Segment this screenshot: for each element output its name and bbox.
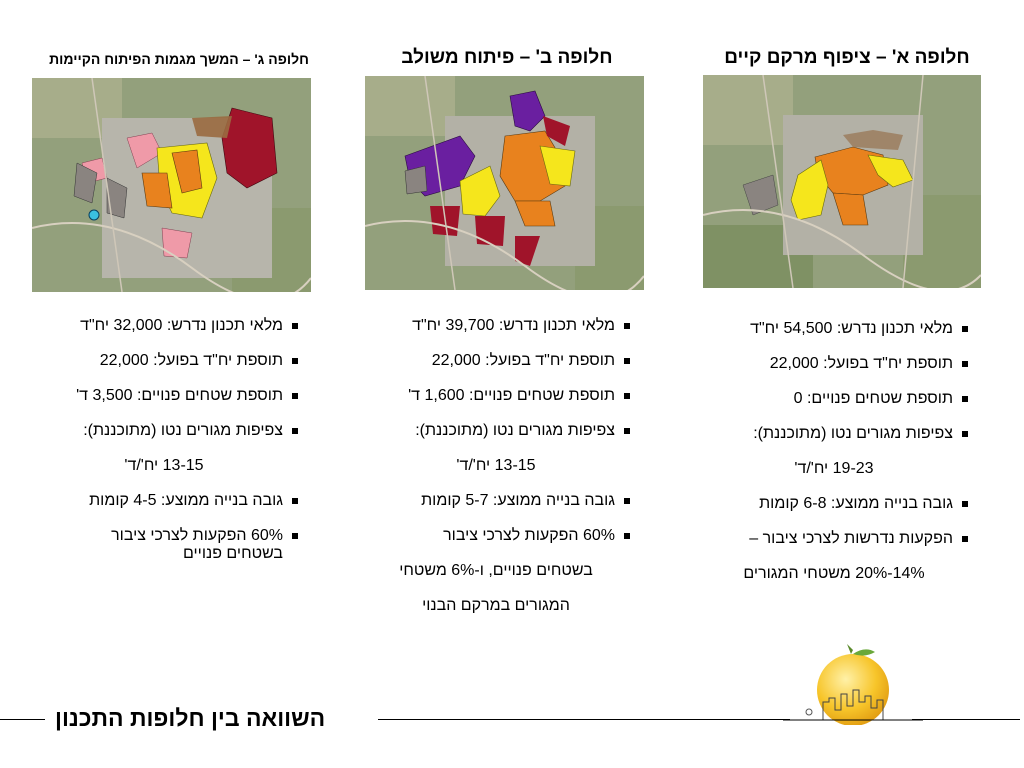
list-item: 60% הפקעות לצרכי ציבור [362, 527, 630, 545]
alternative-a-list [700, 320, 968, 600]
list-item: מלאי תכנון נדרש: 32,000 יח"ד [30, 317, 298, 335]
list-item: גובה בנייה ממוצע: 4-5 קומות [30, 492, 298, 510]
list-item: תוספת יח"ד בפועל: 22,000 [362, 352, 630, 370]
orange-city-logo [783, 640, 923, 725]
alternative-b-list [362, 317, 630, 632]
footer-divider-right [912, 719, 1020, 720]
list-item: תוספת שטחים פנויים: 1,600 ד' [362, 387, 630, 405]
alternative-c-list [30, 317, 298, 580]
list-item: תוספת שטחים פנויים: 3,500 ד' [30, 387, 298, 405]
list-item: צפיפות מגורים נטו (מתוכננת): [700, 425, 968, 443]
list-item: גובה בנייה ממוצע: 6-8 קומות [700, 495, 968, 513]
list-item: מלאי תכנון נדרש: 39,700 יח"ד [362, 317, 630, 335]
list-item-continuation: המגורים במרקם הבנוי [422, 597, 570, 614]
list-item: תוספת יח"ד בפועל: 22,000 [30, 352, 298, 370]
list-item-continuation: 19-23 יח'/ד' [794, 460, 874, 477]
footer-divider-middle [378, 719, 790, 720]
list-item: 60% הפקעות לצרכי ציבור [30, 527, 298, 545]
list-item: צפיפות מגורים נטו (מתוכננת): [30, 422, 298, 440]
alternative-b-map [365, 76, 644, 290]
alternative-a-map [703, 75, 981, 288]
page-title: השוואה בין חלופות התכנון [55, 705, 326, 731]
list-item: תוספת יח"ד בפועל: 22,000 [700, 355, 968, 373]
list-item: צפיפות מגורים נטו (מתוכננת): [362, 422, 630, 440]
list-item: תוספת שטחים פנויים: 0 [700, 390, 968, 408]
list-item: מלאי תכנון נדרש: 54,500 יח"ד [700, 320, 968, 338]
list-item: הפקעות נדרשות לצרכי ציבור – [700, 530, 968, 548]
list-item-continuation: בשטחים פנויים [182, 545, 283, 562]
footer-divider-left [0, 719, 45, 720]
alternative-c-map [32, 78, 311, 292]
alternative-c-title: חלופה ג' – המשך מגמות הפיתוח הקיימות [49, 51, 309, 67]
list-item-continuation: בשטחים פנויים, ו-6% משטחי [399, 562, 593, 579]
list-item-continuation: 13-15 יח'/ד' [124, 457, 204, 474]
alternative-b-title: חלופה ב' – פיתוח משולב [401, 47, 613, 68]
list-item-continuation: 14%-20% משטחי המגורים [743, 565, 925, 582]
alternative-a-title: חלופה א' – ציפוף מרקם קיים [724, 47, 970, 68]
list-item: גובה בנייה ממוצע: 5-7 קומות [362, 492, 630, 510]
list-item-continuation: 13-15 יח'/ד' [456, 457, 536, 474]
